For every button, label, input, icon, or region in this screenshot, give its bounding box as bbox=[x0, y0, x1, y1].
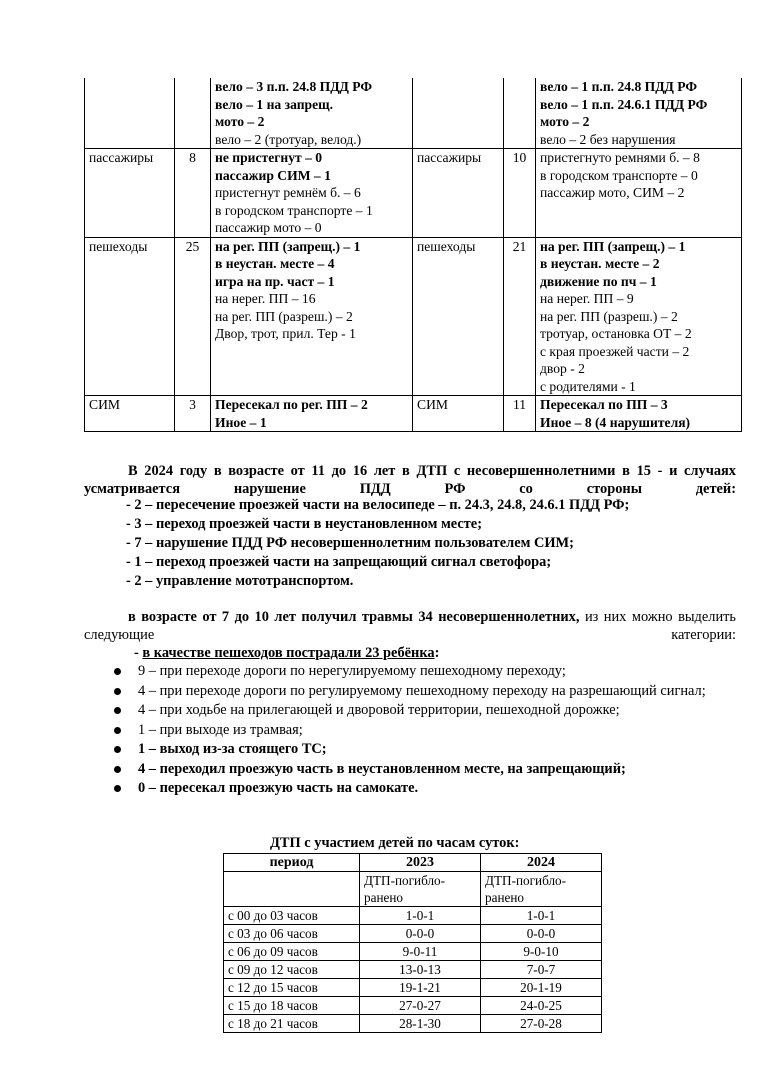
detail-line: в неустан. месте – 4 bbox=[215, 256, 335, 271]
detail-line: вело – 1 на запрещ. bbox=[215, 96, 333, 112]
detail-line: двор - 2 bbox=[540, 361, 585, 376]
list-item-text: 4 – переходил проезжую часть в неустановленном месте, на запрещающий; bbox=[138, 760, 626, 777]
list-item bbox=[112, 721, 736, 739]
bullet-icon bbox=[114, 688, 121, 695]
detail-line: движение по пч – 1 bbox=[540, 273, 657, 289]
detail-line: тротуар, остановка ОТ – 2 bbox=[540, 326, 692, 341]
detail-line: пассажир мото, СИМ – 2 bbox=[540, 185, 685, 200]
detail-line: пассажир СИМ – 1 bbox=[215, 167, 331, 183]
value-2023-cell: 9-0-11 bbox=[360, 943, 481, 961]
list-item bbox=[112, 760, 736, 778]
detail-line: Иное – 8 (4 нарушителя) bbox=[540, 414, 691, 430]
bullet-icon bbox=[114, 766, 121, 773]
detail-line: Пересекал по рег. ПП – 2 bbox=[215, 397, 368, 412]
value-2024-cell: 7-0-7 bbox=[481, 961, 602, 979]
list-item bbox=[112, 662, 736, 680]
category-cell-2024: СИМ bbox=[413, 396, 504, 432]
bullet-icon bbox=[114, 785, 121, 792]
detail-line: Двор, трот, прил. Тер - 1 bbox=[215, 326, 356, 341]
category-cell-2023: пешеходы bbox=[85, 237, 175, 396]
count-cell-2024: 11 bbox=[504, 396, 536, 432]
detail-line: в городском транспорте – 0 bbox=[540, 167, 698, 183]
hours-table-title: ДТП с участием детей по часам суток: bbox=[270, 835, 520, 851]
category-cell-2023: СИМ bbox=[85, 396, 175, 432]
value-2023-cell: 13-0-13 bbox=[360, 961, 481, 979]
detail-line: на рег. ПП (запрещ.) – 1 bbox=[540, 238, 686, 254]
value-2023-cell: 19-1-21 bbox=[360, 979, 481, 997]
header-period: период bbox=[224, 854, 360, 872]
table-row bbox=[224, 1015, 602, 1033]
table-row bbox=[224, 997, 602, 1015]
violation-item: - 3 – переход проезжей части в неустановленном месте; bbox=[126, 516, 482, 532]
count-cell-2023: 3 bbox=[175, 396, 211, 432]
violation-item: - 2 – пересечение проезжей части на велосипеде – п. 24.3, 24.8, 24.6.1 ПДД РФ; bbox=[126, 497, 630, 513]
subheader-period bbox=[224, 872, 360, 907]
detail-line: на рег. ПП (запрещ.) – 1 bbox=[215, 238, 361, 254]
detail-line: с края проезжей части – 2 bbox=[540, 343, 690, 359]
header-2024: 2024 bbox=[481, 854, 602, 872]
detail-line: вело – 2 (тротуар, велод.) bbox=[215, 131, 362, 147]
count-cell-2024 bbox=[504, 78, 536, 149]
period-cell: с 18 до 21 часов bbox=[224, 1015, 360, 1033]
detail-line: на нерег. ПП – 16 bbox=[215, 291, 316, 306]
pedestrian-categories-list bbox=[112, 662, 736, 799]
list-item bbox=[112, 779, 736, 797]
value-2023-cell: 0-0-0 bbox=[360, 925, 481, 943]
details-cell-2023 bbox=[211, 78, 413, 149]
details-cell-2023 bbox=[211, 237, 413, 396]
detail-line: мото – 2 bbox=[215, 114, 265, 129]
pedestrian-heading-colon: : bbox=[434, 645, 440, 661]
bullet-icon bbox=[114, 668, 121, 675]
hours-table-subheader-row bbox=[224, 872, 602, 907]
period-cell: с 00 до 03 часов bbox=[224, 907, 360, 925]
table-row bbox=[224, 907, 602, 925]
list-item-text: 1 – выход из-за стоящего ТС; bbox=[138, 741, 327, 757]
details-cell-2023 bbox=[211, 396, 413, 432]
details-cell-2024 bbox=[536, 78, 742, 149]
count-cell-2023: 25 bbox=[175, 237, 211, 396]
details-cell-2024 bbox=[536, 237, 742, 396]
period-cell: с 12 до 15 часов bbox=[224, 979, 360, 997]
detail-line: пристегнут ремнём б. – 6 bbox=[215, 185, 361, 200]
detail-line: вело – 3 п.п. 24.8 ПДД РФ bbox=[215, 79, 373, 94]
category-cell-2024 bbox=[413, 78, 504, 149]
subheader-2024: ДТП-погибло-ранено bbox=[481, 872, 602, 907]
header-2023: 2023 bbox=[360, 854, 481, 872]
value-2024-cell: 20-1-19 bbox=[481, 979, 602, 997]
table-row bbox=[85, 78, 742, 149]
detail-line: в неустан. месте – 2 bbox=[540, 256, 660, 271]
count-cell-2024: 21 bbox=[504, 237, 536, 396]
bullet-icon bbox=[114, 746, 121, 753]
bullet-icon bbox=[114, 727, 121, 734]
period-cell: с 06 до 09 часов bbox=[224, 943, 360, 961]
table-row bbox=[224, 979, 602, 997]
paragraph-age-7-10 bbox=[84, 608, 736, 644]
list-item-text: 4 – при переходе дороги по регулируемому пешеходному переходу на разрешающий сигнал; bbox=[138, 682, 706, 699]
category-cell-2023: пассажиры bbox=[85, 149, 175, 238]
detail-line: с родителями - 1 bbox=[540, 378, 636, 394]
list-item-text: 1 – при выходе из трамвая; bbox=[138, 721, 303, 738]
pedestrian-heading-dash: - bbox=[134, 645, 143, 661]
count-cell-2023 bbox=[175, 78, 211, 149]
count-cell-2024: 10 bbox=[504, 149, 536, 238]
value-2024-cell: 27-0-28 bbox=[481, 1015, 602, 1033]
detail-line: Иное – 1 bbox=[215, 414, 267, 430]
period-cell: с 09 до 12 часов bbox=[224, 961, 360, 979]
list-item bbox=[112, 682, 736, 700]
list-item-text: 9 – при переходе дороги по нерегулируемому пешеходному переходу; bbox=[138, 663, 566, 679]
violations-comparison-table bbox=[84, 78, 742, 432]
violation-item: - 7 – нарушение ПДД РФ несовершеннолетним пользователем СИМ; bbox=[126, 535, 574, 551]
detail-line: на нерег. ПП – 9 bbox=[540, 291, 634, 306]
list-item-text: 0 – пересекал проезжую часть на самокате. bbox=[138, 780, 419, 796]
hours-table bbox=[223, 853, 602, 1033]
pedestrian-heading-text: в качестве пешеходов пострадали 23 ребёнка bbox=[142, 645, 435, 661]
detail-line: в городском транспорте – 1 bbox=[215, 202, 373, 218]
detail-line: вело – 2 без нарушения bbox=[540, 131, 676, 147]
details-cell-2023 bbox=[211, 149, 413, 238]
value-2023-cell: 27-0-27 bbox=[360, 997, 481, 1015]
detail-line: игра на пр. част – 1 bbox=[215, 273, 335, 289]
details-cell-2024 bbox=[536, 396, 742, 432]
value-2024-cell: 9-0-10 bbox=[481, 943, 602, 961]
table-row bbox=[224, 961, 602, 979]
table-row bbox=[85, 396, 742, 432]
period-cell: с 15 до 18 часов bbox=[224, 997, 360, 1015]
detail-line: вело – 1 п.п. 24.6.1 ПДД РФ bbox=[540, 96, 708, 112]
count-cell-2023: 8 bbox=[175, 149, 211, 238]
value-2024-cell: 0-0-0 bbox=[481, 925, 602, 943]
table-row bbox=[224, 925, 602, 943]
detail-line: на рег. ПП (разреш.) – 2 bbox=[540, 308, 678, 324]
period-cell: с 03 до 06 часов bbox=[224, 925, 360, 943]
pedestrian-heading bbox=[134, 644, 439, 662]
category-cell-2023 bbox=[85, 78, 175, 149]
paragraph-2024-violations: В 2024 году в возрасте от 11 до 16 лет в ДТП с несовершеннолетними в 15 - и случаях усматривается нарушение ПДД РФ со стороны детей: bbox=[84, 463, 736, 497]
list-item-text: 4 – при ходьбе на прилегающей и дворовой территории, пешеходной дорожке; bbox=[138, 702, 620, 718]
list-item bbox=[112, 740, 736, 758]
value-2024-cell: 1-0-1 bbox=[481, 907, 602, 925]
list-item bbox=[112, 701, 736, 719]
detail-line: мото – 2 bbox=[540, 114, 590, 129]
category-cell-2024: пассажиры bbox=[413, 149, 504, 238]
details-cell-2024 bbox=[536, 149, 742, 238]
value-2024-cell: 24-0-25 bbox=[481, 997, 602, 1015]
detail-line: Пересекал по ПП – 3 bbox=[540, 397, 668, 412]
violation-item: - 1 – переход проезжей части на запрещающий сигнал светофора; bbox=[126, 554, 552, 570]
detail-line: пристегнуто ремнями б. – 8 bbox=[540, 150, 700, 165]
hours-table-header-row bbox=[224, 854, 602, 872]
age-7-10-rest-text: из них можно выделить следующие категории: bbox=[84, 609, 736, 643]
detail-line: пассажир мото – 0 bbox=[215, 220, 322, 235]
detail-line: вело – 1 п.п. 24.8 ПДД РФ bbox=[540, 79, 698, 94]
table-row bbox=[85, 237, 742, 396]
table-row bbox=[85, 149, 742, 238]
bullet-icon bbox=[114, 707, 121, 714]
detail-line: на рег. ПП (разреш.) – 2 bbox=[215, 308, 353, 324]
detail-line: не пристегнут – 0 bbox=[215, 150, 323, 165]
category-cell-2024: пешеходы bbox=[413, 237, 504, 396]
violation-item: - 2 – управление мототранспортом. bbox=[126, 573, 354, 589]
subheader-2023: ДТП-погибло-ранено bbox=[360, 872, 481, 907]
value-2023-cell: 1-0-1 bbox=[360, 907, 481, 925]
value-2023-cell: 28-1-30 bbox=[360, 1015, 481, 1033]
age-7-10-bold-text: в возрасте от 7 до 10 лет получил травмы 34 несовершеннолетних, bbox=[128, 609, 580, 625]
table-row bbox=[224, 943, 602, 961]
